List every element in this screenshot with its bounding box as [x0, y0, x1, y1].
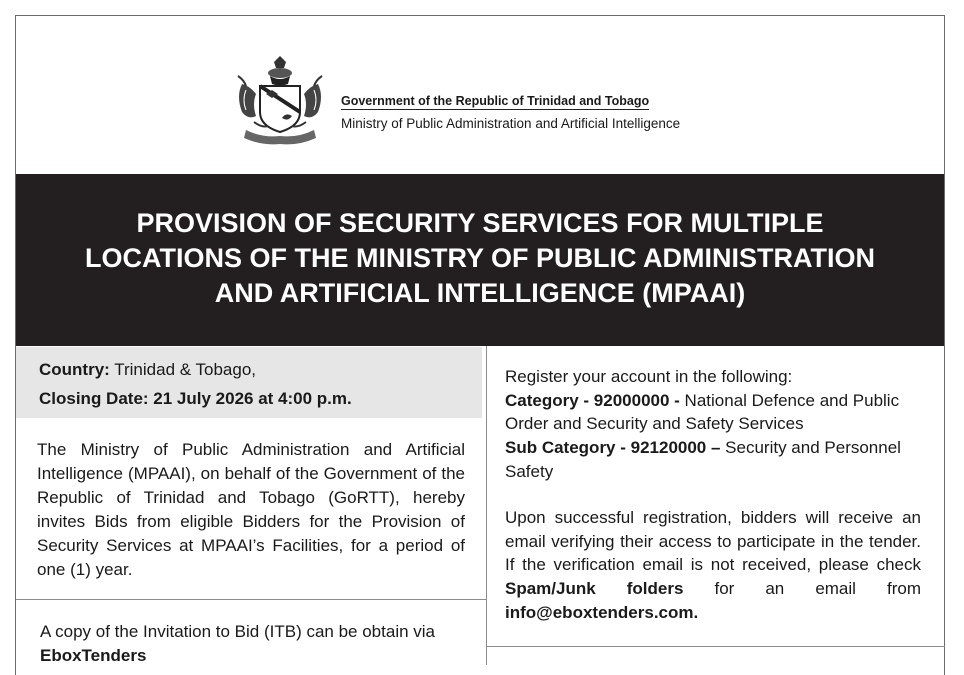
category-label: Category - 92000000 -	[505, 390, 680, 410]
country-label: Country:	[39, 360, 110, 379]
subcategory-line	[505, 436, 921, 483]
ebox-tenders-label: EboxTenders	[40, 646, 147, 665]
subcategory-value: Security and Personnel Safety	[505, 438, 901, 481]
ministry-name: Ministry of Public Administration and Artificial Intelligence	[341, 116, 681, 131]
country-value: Trinidad & Tobago,	[109, 360, 257, 379]
category-value: National Defence and Public Order and Security and Safety Services	[505, 390, 900, 434]
country-line	[39, 360, 256, 380]
intro-paragraph: The Ministry of Public Administration and Artificial Intelligence (MPAAI), on behalf of the Government of the Republic of Trinidad and Tobago (GoRTT), hereby invites Bids from eligible Bidders for the Provision of Security Services at MPAAI’s Facilities, for a period of one (1) year.	[37, 440, 465, 579]
category-line	[505, 389, 921, 436]
coat-of-arms-icon	[232, 56, 328, 146]
tender-title-line-3: AND ARTIFICIAL INTELLIGENCE (MPAAI)	[214, 278, 746, 308]
title-banner	[16, 174, 944, 346]
spam-folders-label: Spam/Junk folders	[505, 579, 684, 599]
contact-email: info@eboxtenders.com.	[505, 602, 699, 622]
column-divider	[486, 346, 487, 665]
verification-text-2: for an email from	[683, 579, 921, 599]
right-divider	[486, 646, 945, 647]
tender-title	[16, 206, 944, 311]
verification-text-1: Upon successful registration, bidders will receive an email verifying their access to participate in the tender. If the verification email is not received, please check	[505, 508, 921, 575]
copy-notice-text: A copy of the Invitation to Bid (ITB) can be obtain via	[40, 622, 436, 641]
closing-date-line	[39, 389, 352, 409]
closing-date: Closing Date: 21 July 2026 at 4:00 p.m.	[39, 389, 352, 408]
government-name: Government of the Republic of Trinidad and Tobago	[341, 94, 650, 108]
left-divider	[16, 599, 486, 600]
tender-title-line-1: PROVISION OF SECURITY SERVICES FOR MULTIPLE	[136, 208, 824, 238]
tender-title-line-2: LOCATIONS OF THE MINISTRY OF PUBLIC ADMINISTRATION	[85, 243, 875, 273]
copy-notice	[40, 620, 480, 668]
verification-paragraph	[505, 506, 921, 625]
subcategory-label: Sub Category - 92120000 –	[505, 438, 721, 458]
registration-intro: Register your account in the following:	[505, 367, 793, 386]
registration-block	[505, 365, 921, 484]
